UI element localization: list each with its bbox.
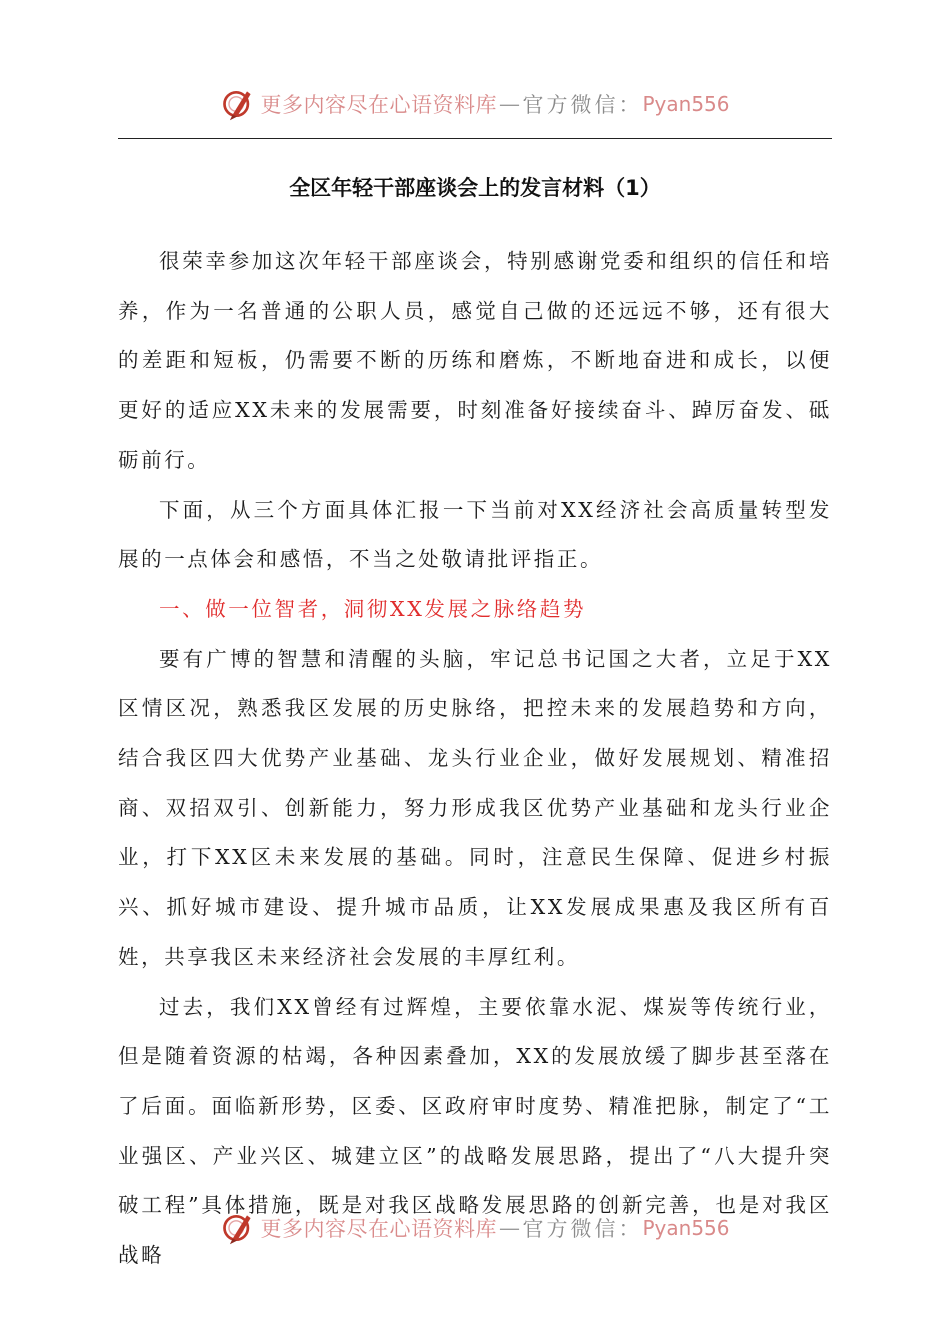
header-rule xyxy=(118,138,832,139)
banner-separator: — xyxy=(498,92,521,116)
pen-nib-logo-icon xyxy=(220,86,256,122)
banner-wechat-label: 官方微信： xyxy=(522,93,643,117)
banner-wechat-label: 官方微信： xyxy=(522,1217,643,1241)
footer-banner xyxy=(0,1208,950,1248)
banner-wechat-id: Pyan556 xyxy=(642,92,730,116)
document-title: 全区年轻干部座谈会上的发言材料（1） xyxy=(289,176,661,200)
document-body xyxy=(118,237,832,1281)
banner-separator: — xyxy=(498,1216,521,1240)
paragraph: 要有广博的智慧和清醒的头脑，牢记总书记国之大者，立足于XX区情区况，熟悉我区发展的历史脉络，把控未来的发展趋势和方向，结合我区四大优势产业基础、龙头行业企业，做好发展规划、精准招商、双招双引、创新能力，努力形成我区优势产业基础和龙头行业企业，打下XX区未来发展的基础。同时，注意民生保障、促进乡村振兴、抓好城市建设、提升城市品质，让XX发展成果惠及我区所有百姓，共享我区未来经济社会发展的丰厚红利。 xyxy=(118,646,832,969)
pen-nib-logo-icon xyxy=(220,1210,256,1246)
banner-text: 更多内容尽在心语资料库 xyxy=(260,93,497,117)
section-heading: 一、做一位智者，洞彻XX发展之脉络趋势 xyxy=(159,596,587,621)
banner-wechat-id: Pyan556 xyxy=(642,1216,730,1240)
paragraph: 过去，我们XX曾经有过辉煌，主要依靠水泥、煤炭等传统行业，但是随着资源的枯竭，各种因素叠加，XX的发展放缓了脚步甚至落在了后面。面临新形势，区委、区政府审时度势、精准把脉，制定了“工业强区、产业兴区、城建立区”的战略发展思路，提出了“八大提升突破工程”具体措施，既是对我区战略发展思路的创新完善，也是对我区战略 xyxy=(118,994,832,1268)
header-banner xyxy=(0,84,950,124)
paragraph: 下面，从三个方面具体汇报一下当前对XX经济社会高质量转型发展的一点体会和感悟，不当之处敬请批评指正。 xyxy=(118,497,832,572)
paragraph: 很荣幸参加这次年轻干部座谈会，特别感谢党委和组织的信任和培养，作为一名普通的公职人员，感觉自己做的还远远不够，还有很大的差距和短板，仍需要不断的历练和磨炼，不断地奋进和成长，以便更好的适应XX未来的发展需要，时刻准备好接续奋斗、踔厉奋发、砥砺前行。 xyxy=(118,249,832,472)
banner-text: 更多内容尽在心语资料库 xyxy=(260,1217,497,1241)
